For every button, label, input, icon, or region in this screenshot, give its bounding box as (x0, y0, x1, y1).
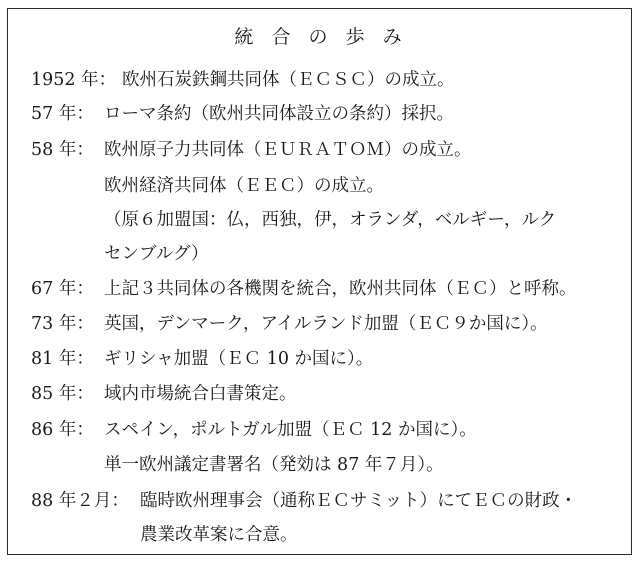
year-label-1952: 1952 年： (31, 70, 117, 90)
year-label-85: 85 年： (31, 384, 94, 404)
year-label-81: 81 年： (31, 349, 94, 369)
entry-88-line-2: 農業改革案に合意。 (140, 525, 298, 545)
entry-88-line-1: 臨時欧州理事会（通称ＥＣサミット）にてＥＣの財政・ (140, 491, 578, 511)
entry-85-line-1: 域内市場統合白書策定。 (104, 384, 297, 404)
entry-81-line-1: ギリシャ加盟（ＥＣ 10 か国に）。 (104, 349, 374, 369)
entry-86-line-2: 単一欧州議定書署名（発効は 87 年７月）。 (104, 455, 444, 475)
entry-67-line-1: 上記３共同体の各機関を統合，欧州共同体（ＥＣ）と呼称。 (104, 279, 577, 299)
entry-86-line-1: スペイン，ポルトガル加盟（ＥＣ 12 か国に）。 (104, 420, 477, 440)
entry-57-line-1: ローマ条約（欧州共同体設立の条約）採択。 (104, 104, 454, 124)
year-label-67: 67 年： (31, 279, 94, 299)
entry-58-line-3: （原６加盟国：仏，西独，伊，オランダ，ベルギー，ルク (104, 210, 557, 230)
entry-73-line-1: 英国，デンマーク，アイルランド加盟（ＥＣ９か国に）。 (104, 314, 548, 334)
year-label-73: 73 年： (31, 314, 94, 334)
entry-58-line-1: 欧州原子力共同体（ＥＵＲＡＴＯＭ）の成立。 (104, 140, 472, 160)
year-label-57: 57 年： (31, 104, 94, 124)
page-title: 統 合 の 歩 み (234, 26, 408, 48)
entry-1952-line-1: 欧州石炭鉄鋼共同体（ＥＣＳＣ）の成立。 (122, 70, 455, 90)
entry-58-line-4: センブルグ） (104, 244, 209, 264)
entry-58-line-2: 欧州経済共同体（ＥＥＣ）の成立。 (104, 176, 384, 196)
year-label-88: 88 年２月： (31, 491, 129, 511)
year-label-58: 58 年： (31, 140, 94, 160)
year-label-86: 86 年： (31, 420, 94, 440)
